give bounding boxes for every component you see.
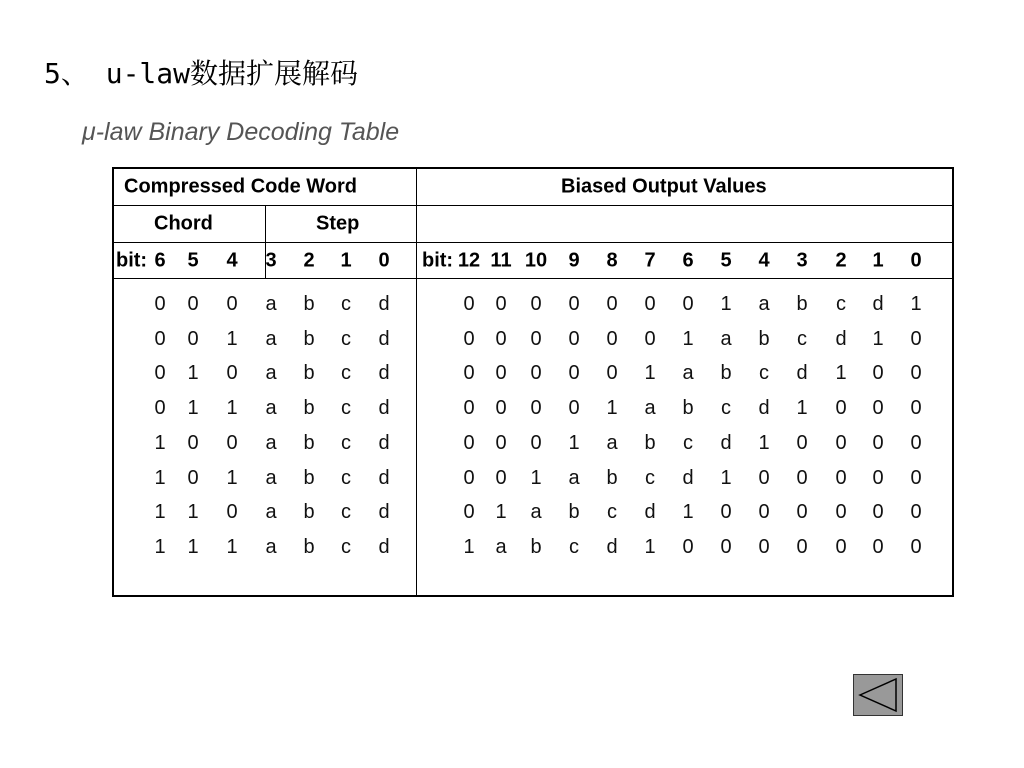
output-bit: c (683, 431, 693, 454)
bit-label-right: 6 (682, 249, 694, 271)
code-bit: 1 (154, 535, 166, 558)
code-bit: d (378, 535, 390, 558)
code-bit: c (341, 466, 351, 489)
output-bit: 0 (495, 466, 507, 489)
output-bit: a (682, 362, 694, 385)
code-bit: b (303, 466, 315, 489)
output-bit: b (758, 327, 770, 350)
right-bit-label: bit: (422, 249, 454, 271)
code-bit: 0 (154, 293, 166, 315)
bit-label-right: 1 (872, 249, 884, 271)
code-bit: c (341, 501, 351, 524)
output-bit: c (836, 293, 846, 315)
code-bit: a (265, 501, 277, 524)
output-bit: b (682, 397, 694, 420)
code-bit: a (265, 535, 277, 558)
step-header: Step (316, 212, 360, 235)
output-bit: a (758, 293, 770, 315)
code-bit: b (303, 362, 315, 385)
code-bit: b (303, 535, 315, 558)
code-bit: 1 (226, 327, 238, 350)
output-bit: 0 (463, 293, 475, 315)
output-bit: 1 (530, 466, 542, 489)
header-row-2 (114, 206, 952, 243)
output-bit: a (644, 397, 656, 420)
output-bit: 0 (463, 362, 475, 385)
output-bit: c (645, 466, 655, 489)
output-bit: 1 (796, 397, 808, 420)
bit-label-right: 8 (606, 249, 618, 271)
output-bit: 1 (606, 397, 618, 420)
output-bit: 0 (463, 397, 475, 420)
bit-label-right: 10 (524, 249, 548, 271)
code-bit: a (265, 466, 277, 489)
code-bit: d (378, 501, 390, 524)
output-bit: 0 (530, 362, 542, 385)
code-bit: a (265, 397, 277, 420)
output-bit: d (835, 327, 847, 350)
output-bit: 0 (495, 327, 507, 350)
output-bit: 0 (568, 397, 580, 420)
code-bit: c (341, 535, 351, 558)
output-bit: 0 (835, 535, 847, 558)
output-bit: 1 (682, 327, 694, 350)
output-bit: 0 (910, 397, 922, 420)
output-bit: c (721, 397, 731, 420)
output-bit: 0 (606, 327, 618, 350)
ulaw-decoding-table (112, 167, 954, 597)
bit-label-right: 12 (457, 249, 481, 271)
output-bit: d (872, 293, 884, 315)
output-bit: 0 (872, 501, 884, 524)
output-bit: 1 (568, 431, 580, 454)
biased-output-values-header: Biased Output Values (561, 175, 767, 198)
code-bit: 0 (226, 501, 238, 524)
output-bit: 0 (872, 431, 884, 454)
code-bit: a (265, 327, 277, 350)
output-bit: 0 (463, 327, 475, 350)
code-bit: d (378, 431, 390, 454)
table-row (114, 536, 952, 564)
bit-label-right: 7 (644, 249, 656, 271)
code-bit: c (341, 397, 351, 420)
output-bit: 0 (568, 362, 580, 385)
output-bit: 0 (872, 466, 884, 489)
output-bit: 0 (758, 501, 770, 524)
bit-label-left: 3 (265, 249, 277, 271)
output-bit: 0 (530, 431, 542, 454)
code-bit: 1 (187, 501, 199, 524)
output-bit: a (606, 431, 618, 454)
output-bit: 0 (872, 535, 884, 558)
output-bit: 0 (796, 501, 808, 524)
code-bit: b (303, 397, 315, 420)
slide-title: 5、 u-law数据扩展解码 (44, 57, 359, 90)
output-bit: 0 (910, 327, 922, 350)
code-bit: d (378, 397, 390, 420)
bit-label-right: 9 (568, 249, 580, 271)
code-bit: 1 (226, 397, 238, 420)
code-bit: a (265, 293, 277, 315)
output-bit: 0 (463, 431, 475, 454)
output-bit: 1 (644, 362, 656, 385)
code-bit: 1 (154, 431, 166, 454)
output-bit: 1 (720, 466, 732, 489)
table-row (114, 397, 952, 425)
output-bit: a (530, 501, 542, 524)
code-bit: 0 (154, 327, 166, 350)
output-bit: 0 (835, 431, 847, 454)
output-bit: a (495, 535, 507, 558)
code-bit: c (341, 327, 351, 350)
bit-label-left: 2 (303, 249, 315, 271)
output-bit: c (569, 535, 579, 558)
output-bit: 0 (606, 362, 618, 385)
code-bit: 1 (187, 397, 199, 420)
output-bit: b (720, 362, 732, 385)
left-bit-label: bit: (116, 249, 148, 271)
output-bit: c (797, 327, 807, 350)
code-bit: c (341, 431, 351, 454)
code-bit: d (378, 362, 390, 385)
output-bit: 1 (495, 501, 507, 524)
output-bit: 0 (463, 501, 475, 524)
output-bit: 0 (568, 327, 580, 350)
output-bit: 0 (530, 397, 542, 420)
code-bit: c (341, 362, 351, 385)
output-bit: d (606, 535, 618, 558)
code-bit: 1 (187, 362, 199, 385)
code-bit: b (303, 501, 315, 524)
table-row (114, 467, 952, 495)
code-bit: b (303, 327, 315, 350)
output-bit: 0 (644, 327, 656, 350)
output-bit: 1 (463, 535, 475, 558)
code-bit: c (341, 293, 351, 315)
code-bit: 0 (154, 362, 166, 385)
output-bit: b (606, 466, 618, 489)
code-bit: 1 (154, 466, 166, 489)
divider (416, 169, 417, 205)
bit-label-left: 6 (154, 249, 166, 271)
output-bit: 0 (495, 397, 507, 420)
triangle-left-icon (854, 675, 902, 715)
code-bit: 1 (187, 535, 199, 558)
table-row (114, 501, 952, 529)
divider (416, 243, 417, 278)
bit-label-left: 5 (187, 249, 199, 271)
compressed-code-word-header: Compressed Code Word (124, 175, 357, 198)
output-bit: 0 (910, 501, 922, 524)
output-bit: a (568, 466, 580, 489)
output-bit: 0 (796, 535, 808, 558)
code-bit: a (265, 431, 277, 454)
bit-label-left: 0 (378, 249, 390, 271)
back-button[interactable] (853, 674, 903, 716)
bit-label-right: 4 (758, 249, 770, 271)
output-bit: 0 (495, 293, 507, 315)
bit-label-right: 11 (490, 249, 512, 271)
output-bit: 0 (530, 327, 542, 350)
output-bit: 1 (835, 362, 847, 385)
output-bit: 0 (758, 466, 770, 489)
output-bit: 0 (872, 397, 884, 420)
output-bit: 1 (872, 327, 884, 350)
header-row-1 (114, 169, 952, 206)
output-bit: 0 (682, 293, 694, 315)
table-row (114, 293, 952, 321)
output-bit: 0 (910, 362, 922, 385)
output-bit: 0 (835, 466, 847, 489)
output-bit: 1 (682, 501, 694, 524)
code-bit: 0 (154, 397, 166, 420)
code-bit: 0 (187, 327, 199, 350)
output-bit: 1 (910, 293, 922, 315)
code-bit: 1 (226, 466, 238, 489)
output-bit: a (720, 327, 732, 350)
code-bit: d (378, 293, 390, 315)
output-bit: 0 (495, 362, 507, 385)
output-bit: b (568, 501, 580, 524)
output-bit: 0 (835, 501, 847, 524)
bit-header-row (114, 243, 952, 279)
code-bit: b (303, 431, 315, 454)
output-bit: b (644, 431, 656, 454)
output-bit: 0 (910, 431, 922, 454)
code-bit: d (378, 466, 390, 489)
output-bit: d (758, 397, 770, 420)
output-bit: b (796, 293, 808, 315)
output-bit: 0 (682, 535, 694, 558)
table-row (114, 362, 952, 390)
bit-label-right: 2 (835, 249, 847, 271)
bit-label-left: 1 (340, 249, 352, 271)
output-bit: d (644, 501, 656, 524)
code-bit: 0 (226, 293, 238, 315)
divider (265, 206, 266, 242)
code-bit: 0 (187, 293, 199, 315)
code-bit: 0 (187, 466, 199, 489)
output-bit: 0 (644, 293, 656, 315)
table-row (114, 432, 952, 460)
output-bit: 0 (758, 535, 770, 558)
output-bit: 0 (568, 293, 580, 315)
bit-label-left: 4 (226, 249, 238, 271)
output-bit: 0 (796, 431, 808, 454)
code-bit: 0 (226, 362, 238, 385)
output-bit: 0 (796, 466, 808, 489)
code-bit: 1 (154, 501, 166, 524)
output-bit: 0 (606, 293, 618, 315)
output-bit: 0 (872, 362, 884, 385)
output-bit: 0 (720, 535, 732, 558)
table-row (114, 328, 952, 356)
output-bit: 1 (720, 293, 732, 315)
output-bit: 0 (495, 431, 507, 454)
output-bit: 0 (463, 466, 475, 489)
output-bit: 0 (720, 501, 732, 524)
output-bit: 0 (835, 397, 847, 420)
output-bit: 1 (758, 431, 770, 454)
code-bit: a (265, 362, 277, 385)
output-bit: 0 (910, 535, 922, 558)
chord-header: Chord (154, 212, 213, 235)
output-bit: d (720, 431, 732, 454)
table-caption: μ-law Binary Decoding Table (82, 118, 400, 146)
output-bit: d (796, 362, 808, 385)
bit-label-right: 5 (720, 249, 732, 271)
code-bit: d (378, 327, 390, 350)
code-bit: 0 (226, 431, 238, 454)
output-bit: b (530, 535, 542, 558)
output-bit: d (682, 466, 694, 489)
output-bit: c (607, 501, 617, 524)
output-bit: 0 (910, 466, 922, 489)
output-bit: 0 (530, 293, 542, 315)
bit-label-right: 0 (910, 249, 922, 271)
output-bit: c (759, 362, 769, 385)
code-bit: b (303, 293, 315, 315)
bit-label-right: 3 (796, 249, 808, 271)
output-bit: 1 (644, 535, 656, 558)
divider (416, 206, 417, 242)
table-body (114, 279, 952, 595)
code-bit: 1 (226, 535, 238, 558)
code-bit: 0 (187, 431, 199, 454)
